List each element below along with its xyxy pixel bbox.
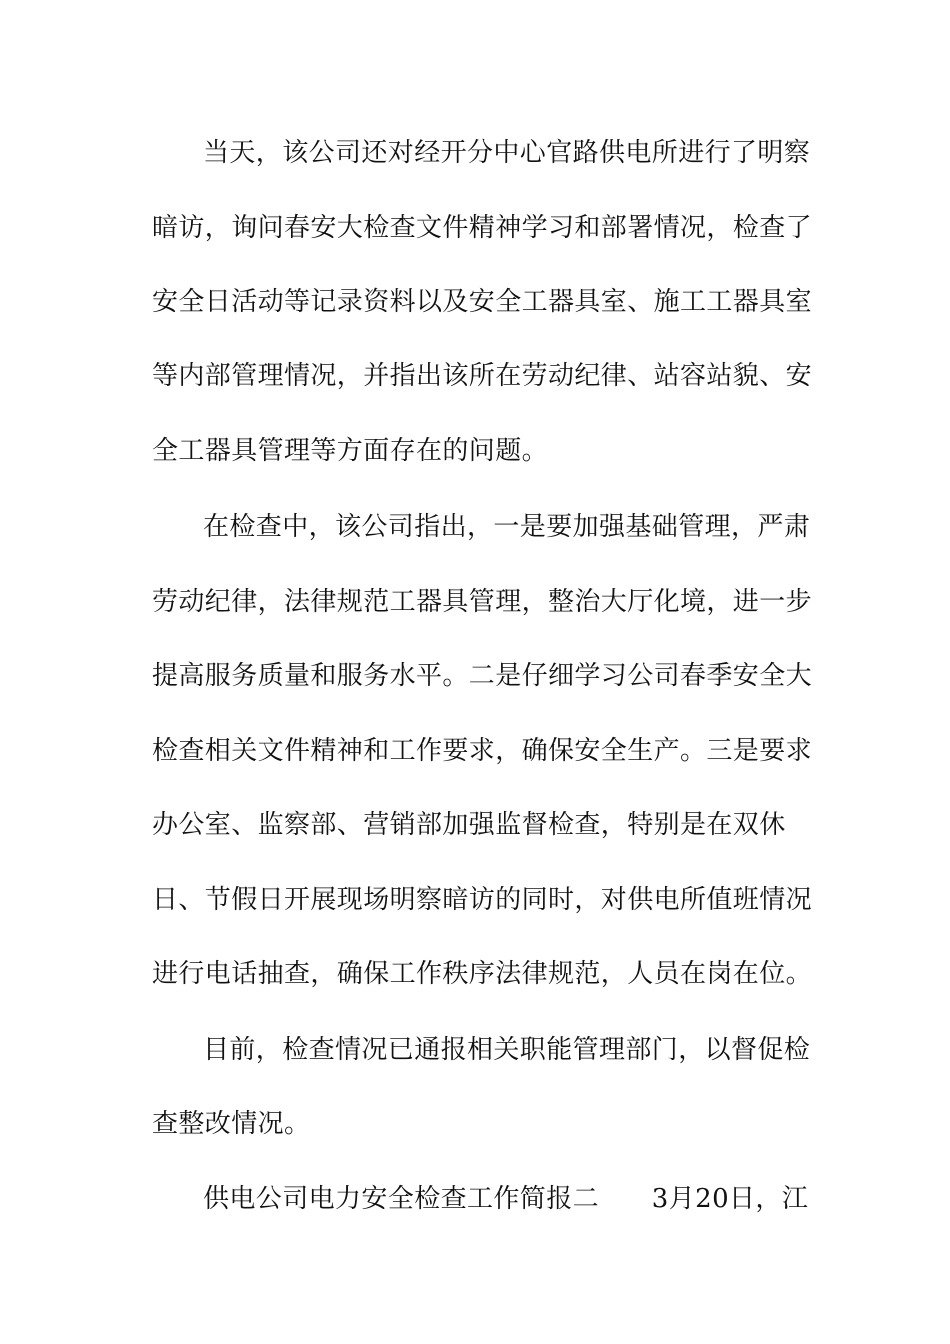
paragraph-1-line-4: 等内部管理情况，并指出该所在劳动纪律、站容站貌、安	[152, 361, 813, 391]
paragraph-1-line-5: 全工器具管理等方面存在的问题。	[152, 436, 549, 466]
paragraph-2-line-7: 进行电话抽查，确保工作秩序法律规范，人员在岗在位。	[152, 959, 813, 989]
paragraph-1-line-1: 当天，该公司还对经开分中心官路供电所进行了明察	[203, 138, 811, 168]
paragraph-1-line-3: 安全日活动等记录资料以及安全工器具室、施工工器具室	[152, 287, 813, 317]
paragraph-1-line-2: 暗访，询问春安大检查文件精神学习和部署情况，检查了	[152, 213, 813, 243]
paragraph-3-line-1: 目前，检查情况已通报相关职能管理部门，以督促检	[203, 1035, 811, 1065]
paragraph-2-line-2: 劳动纪律，法律规范工器具管理，整治大厅化境，进一步	[152, 587, 813, 617]
paragraph-2-line-4: 检查相关文件精神和工作要求，确保安全生产。三是要求	[152, 736, 813, 766]
paragraph-2-line-1: 在检查中，该公司指出，一是要加强基础管理，严肃	[203, 512, 811, 542]
paragraph-2-line-3: 提高服务质量和服务水平。二是仔细学习公司春季安全大	[152, 661, 813, 691]
paragraph-2-line-5: 办公室、监察部、营销部加强监督检查，特别是在双休	[152, 810, 786, 840]
paragraph-2-line-6: 日、节假日开展现场明察暗访的同时，对供电所值班情况	[152, 885, 813, 915]
section-heading-line: 供电公司电力安全检查工作简报二 3月20日，江	[203, 1184, 809, 1214]
paragraph-3-line-2: 查整改情况。	[152, 1109, 311, 1139]
